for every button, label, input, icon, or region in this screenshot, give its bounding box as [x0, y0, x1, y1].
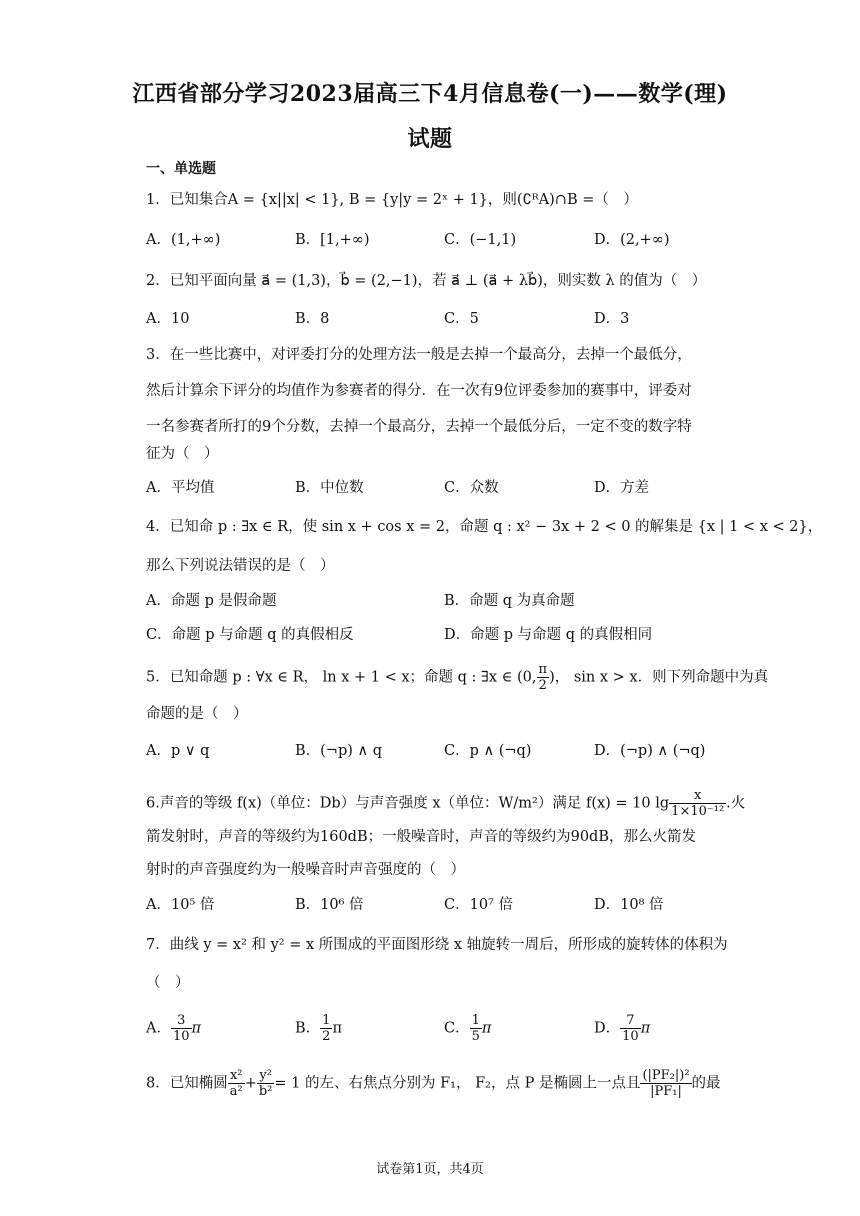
- question-3-line-3: 一名参赛者所打的9个分数，去掉一个最高分，去掉一个最低分后，一定不变的数字特: [146, 419, 692, 435]
- q5-pi-over-2: [537, 662, 550, 693]
- q7-d-num: 7: [620, 1013, 641, 1029]
- q2-option-a: A．10: [146, 311, 190, 327]
- q5-option-b: B．(¬p) ∧ q: [295, 743, 383, 759]
- question-3-line-1: 3．在一些比赛中，对评委打分的处理方法一般是去掉一个最高分，去掉一个最低分，: [146, 347, 692, 363]
- q7-a-num: 3: [171, 1013, 192, 1029]
- q6-frac-den: 1×10⁻¹²: [671, 804, 725, 819]
- question-1-stem: 1．已知集合A = {x||x| < 1}, B = {y|y = 2ˣ + 1}，则(∁ᴿA)∩B =（ ）: [146, 192, 638, 208]
- q4-option-c: C．命题 p 与命题 q 的真假相反: [146, 627, 354, 643]
- q8-text-part-1: 8．已知椭圆: [146, 1075, 228, 1092]
- q8-frac-y-num: y²: [257, 1068, 275, 1084]
- q7-a-pi: π: [191, 1020, 202, 1037]
- q7-b-num: 1: [322, 1013, 331, 1028]
- question-5-line-2: 命题的是（ ）: [146, 706, 248, 722]
- q8-frac-x-num: x²: [228, 1068, 245, 1084]
- q5-text-part-1: 5．已知命题 p : ∀x ∈ R， ln x + 1 < x；命题 q : ∃x ∈ (0,: [146, 669, 537, 686]
- q6-frac-num: x: [669, 788, 726, 804]
- q6-text-part-1: 6.声音的等级 f(x)（单位：Db）与声音强度 x（单位：W/m²）满足 f(x) = 10 lg: [146, 795, 670, 812]
- q7-option-a: [146, 1013, 201, 1044]
- question-3-line-2: 然后计算余下评分的均值作为参赛者的得分．在一次有9位评委参加的赛事中，评委对: [146, 383, 692, 399]
- q2-option-d: D．3: [594, 311, 630, 327]
- question-6-line-3: 射时的声音强度约为一般噪音时声音强度的（ ）: [146, 862, 465, 878]
- q4-option-a: A．命题 p 是假命题: [146, 593, 277, 609]
- q7-d-fraction: [620, 1013, 641, 1044]
- q7-a-fraction: [171, 1013, 192, 1044]
- q5-frac-num: π: [538, 662, 548, 677]
- q7-a-label: A．: [146, 1020, 171, 1037]
- q5-frac-den: 2: [538, 678, 547, 693]
- question-2-stem: 2．已知平面向量 a⃗ = (1,3)，b⃗ = (2,−1)，若 a⃗ ⊥ (a⃗ + λb⃗)，则实数 λ 的值为（ ）: [146, 273, 707, 289]
- q8-frac-x: [228, 1068, 245, 1099]
- q7-b-den: 2: [322, 1029, 331, 1044]
- q3-option-a: A．平均值: [146, 480, 215, 496]
- q7-c-pi: π: [481, 1020, 492, 1037]
- q1-option-a: A．(1,+∞): [146, 232, 221, 248]
- q7-c-num: 1: [471, 1013, 480, 1028]
- q8-text-part-3: 的最: [691, 1075, 721, 1092]
- question-5-line-1: [146, 662, 768, 693]
- q8-plus: +: [244, 1075, 257, 1092]
- q6-option-b: B．10⁶ 倍: [295, 897, 364, 913]
- q7-c-den: 5: [471, 1029, 480, 1044]
- q2-option-c: C．5: [444, 311, 479, 327]
- q7-a-den: 10: [172, 1029, 190, 1044]
- q6-option-d: D．10⁸ 倍: [594, 897, 664, 913]
- q3-option-b: B．中位数: [295, 480, 364, 496]
- q3-option-d: D．方差: [594, 480, 650, 496]
- q8-frac-ratio: [640, 1068, 691, 1099]
- q7-option-c: [444, 1013, 491, 1044]
- question-7-line-2: （ ）: [146, 975, 190, 991]
- q7-d-pi: π: [640, 1020, 651, 1037]
- q8-frac-ratio-den: |PF₁|: [650, 1084, 682, 1099]
- page-title-line2: 试题: [407, 126, 453, 152]
- q1-option-c: C．(−1,1): [444, 232, 517, 248]
- q6-option-a: A．10⁵ 倍: [146, 897, 215, 913]
- q2-option-b: B．8: [295, 311, 330, 327]
- q8-text-part-2: = 1 的左、右焦点分别为 F₁， F₂，点 P 是椭圆上一点且: [274, 1075, 641, 1092]
- question-8-line-1: [146, 1068, 721, 1099]
- page-title: 江西省部分学习2023届高三下4月信息卷(一)——数学(理): [132, 81, 728, 107]
- q6-fraction: [669, 788, 726, 819]
- q7-d-label: D．: [594, 1020, 621, 1037]
- q6-text-part-2: .火: [726, 795, 746, 812]
- q4-option-d: D．命题 p 与命题 q 的真假相同: [444, 627, 653, 643]
- question-4-line-2: 那么下列说法错误的是（ ）: [146, 558, 335, 574]
- q6-option-c: C．10⁷ 倍: [444, 897, 513, 913]
- question-3-line-4: 征为（ ）: [146, 446, 219, 462]
- q7-c-label: C．: [444, 1020, 470, 1037]
- section-heading: 一、单选题: [146, 161, 216, 177]
- q4-option-b: B．命题 q 为真命题: [444, 593, 575, 609]
- q1-option-b: B．[1,+∞): [295, 232, 370, 248]
- q7-c-fraction: [470, 1013, 482, 1044]
- q8-frac-y: [257, 1068, 275, 1099]
- q8-frac-ratio-num: (|PF₂|)²: [642, 1068, 690, 1083]
- q3-option-c: C．众数: [444, 480, 499, 496]
- q7-b-label: B．: [295, 1020, 321, 1037]
- q7-option-d: [594, 1013, 650, 1044]
- q1-option-d: D．(2,+∞): [594, 232, 670, 248]
- page-footer: 试卷第1页，共4页: [376, 1162, 484, 1177]
- q7-b-fraction: [320, 1013, 332, 1044]
- q7-option-b: [295, 1013, 342, 1044]
- question-7-line-1: 7．曲线 y = x² 和 y² = x 所围成的平面图形绕 x 轴旋转一周后，所形成的旋转体的体积为: [146, 937, 728, 953]
- q5-option-c: C．p ∧ (¬q): [444, 743, 532, 759]
- q5-option-a: A．p ∨ q: [146, 743, 210, 759]
- q5-option-d: D．(¬p) ∧ (¬q): [594, 743, 706, 759]
- q5-text-part-2: )， sin x > x．则下列命题中为真: [549, 669, 769, 686]
- question-6-line-2: 箭发射时，声音的等级约为160dB；一般噪音时，声音的等级约为90dB，那么火箭发: [146, 829, 696, 845]
- question-4-line-1: 4．已知命 p : ∃x ∈ R，使 sin x + cos x = 2，命题 q : x² − 3x + 2 < 0 的解集是 {x | 1 < x < 2}，: [146, 519, 823, 535]
- q7-d-den: 10: [622, 1029, 639, 1044]
- q8-frac-x-den: a²: [229, 1084, 243, 1099]
- question-6-line-1: [146, 788, 745, 819]
- q8-frac-y-den: b²: [258, 1084, 273, 1099]
- q7-b-pi: π: [332, 1020, 342, 1037]
